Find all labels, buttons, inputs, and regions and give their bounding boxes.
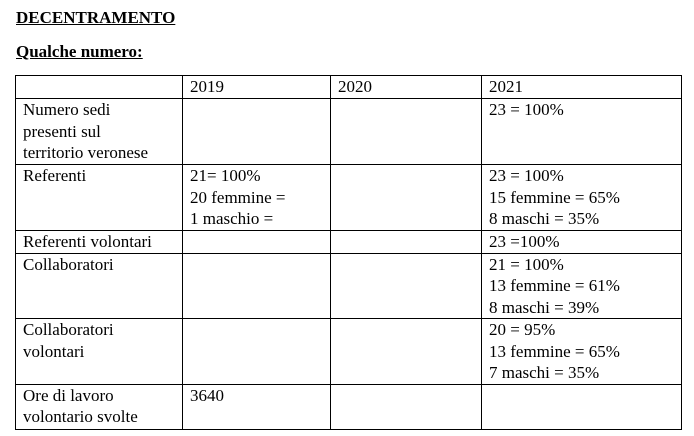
cell-2021 [482,165,682,231]
row-label-cell [16,165,183,231]
table-row [16,384,682,429]
cell-line: 13 femmine = 61% [489,276,620,295]
cell-2020 [331,253,482,319]
cell-line: Collaboratori [23,254,114,274]
cell-line: 3640 [190,385,224,405]
cell-line: Referenti [23,166,87,185]
cell-line: 23 = 100% [489,100,564,119]
cell-line: Numero sedi [23,100,111,119]
cell-2020 [331,319,482,385]
header-cell-2021: 2021 [482,76,682,99]
cell-2019 [183,231,331,254]
table-row [16,231,682,254]
header-cell-2020: 2020 [331,76,482,99]
cell-line: presenti sul [23,121,101,141]
cell-line: 23 = 100% [489,166,564,185]
row-label-cell [16,253,183,319]
cell-2019 [183,99,331,165]
header-row [16,76,682,99]
cell-line: 8 maschi = 39% [489,297,600,317]
cell-2021 [482,319,682,385]
table-row [16,99,682,165]
header-cell-2019: 2019 [183,76,331,99]
cell-2019 [183,319,331,385]
cell-2021 [482,231,682,254]
cell-2020 [331,99,482,165]
row-label-cell [16,384,183,429]
section-subtitle: Qualche numero: [16,42,143,61]
cell-line: 13 femmine = 65% [489,341,620,361]
row-label-cell [16,231,183,254]
cell-2021 [482,384,682,429]
cell-line: territorio veronese [23,143,149,162]
cell-line: 1 maschio = [190,209,274,228]
table-row [16,319,682,385]
cell-2021 [482,99,682,165]
cell-line: 20 femmine = [190,187,286,207]
cell-2019 [183,384,331,429]
cell-line: Ore di lavoro [23,385,114,405]
table-row [16,253,682,319]
cell-2021 [482,253,682,319]
cell-line: 15 femmine = 65% [489,187,620,207]
cell-line: Referenti volontari [23,232,152,251]
document-title: DECENTRAMENTO [16,8,176,27]
cell-line: 8 maschi = 35% [489,209,600,228]
cell-line: 21= 100% [190,166,261,185]
cell-line: 21 = 100% [489,254,564,274]
cell-2020 [331,384,482,429]
cell-2019 [183,253,331,319]
cell-2019 [183,165,331,231]
row-label-cell [16,99,183,165]
statistics-table [15,75,682,430]
cell-2020 [331,231,482,254]
table-row [16,165,682,231]
row-label-cell [16,319,183,385]
cell-2020 [331,165,482,231]
cell-line: 23 =100% [489,232,560,251]
header-cell-empty [16,76,183,99]
cell-line: volontario svolte [23,407,138,426]
cell-line: Collaboratori [23,320,114,339]
cell-line: 7 maschi = 35% [489,363,600,382]
cell-line: volontari [23,341,85,361]
cell-line: 20 = 95% [489,320,556,339]
